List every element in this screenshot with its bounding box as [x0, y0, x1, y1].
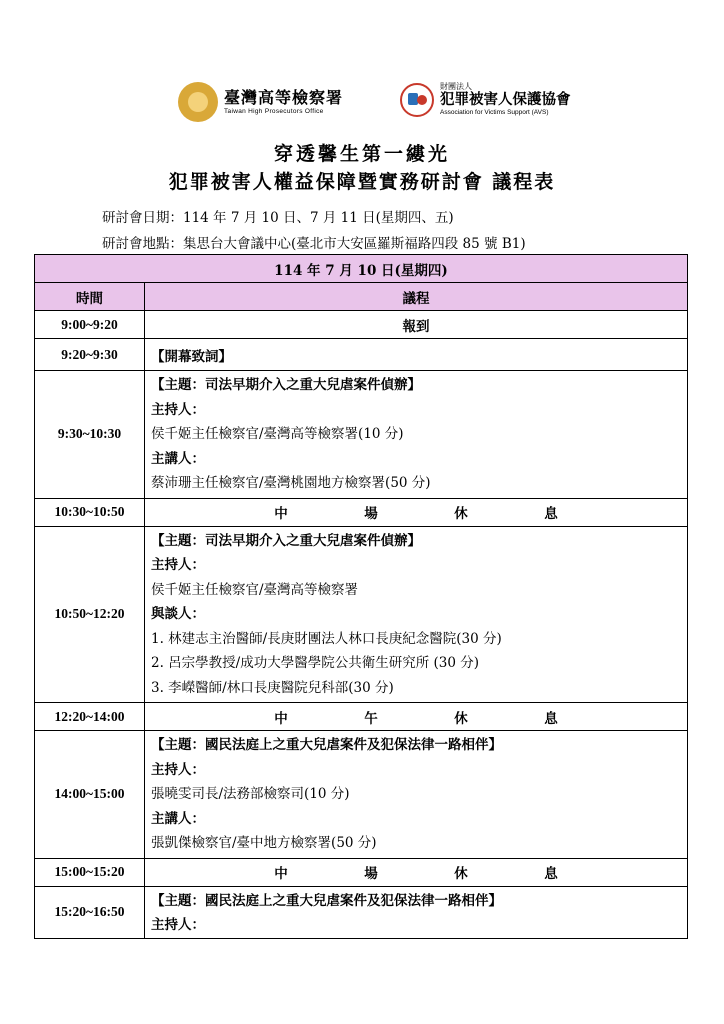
agenda-row: [35, 858, 688, 886]
moderator-name: 侯千姬主任檢察官/臺灣高等檢察署(10 分): [151, 426, 404, 442]
break-char: 午: [364, 710, 378, 727]
session-topic: 【主題：國民法庭上之重大兒虐案件及犯保法律一路相伴】: [151, 737, 502, 753]
moderator-name: 張曉雯司長/法務部檢察司(10 分): [151, 786, 350, 802]
row-agenda: [145, 526, 688, 703]
col-header-agenda: 議程: [145, 283, 688, 311]
moderator-label: 主持人：: [151, 761, 205, 778]
avs-emblem-icon: [400, 83, 434, 117]
row-agenda-break: [145, 703, 688, 731]
logo-right-prefix: 財團法人: [440, 82, 472, 91]
row-time: 12:20~14:00: [35, 703, 145, 731]
row-agenda: 報到: [145, 311, 688, 339]
session-topic: 【主題：國民法庭上之重大兒虐案件及犯保法律一路相伴】: [151, 892, 502, 909]
agenda-row: [35, 311, 688, 339]
row-time: 9:00~9:20: [35, 311, 145, 339]
break-char: 中: [274, 506, 288, 522]
agenda-row: [35, 731, 688, 859]
speaker-name: 張凱傑檢察官/臺中地方檢察署(50 分): [151, 835, 377, 851]
row-agenda: [145, 371, 688, 499]
break-char: 場: [364, 866, 378, 882]
agenda-row: [35, 498, 688, 526]
panelist-label: 與談人：: [151, 606, 205, 622]
break-char: 中: [274, 866, 288, 882]
break-char: 休: [454, 710, 468, 727]
seminar-venue: 研討會地點：集思台大會議中心(臺北市大安區羅斯福路四段 85 號 B1): [102, 236, 526, 252]
agenda-row: [35, 526, 688, 703]
row-agenda: [145, 731, 688, 859]
date-header-row: [35, 255, 688, 283]
agenda-row: [35, 703, 688, 731]
column-header-row: [35, 283, 688, 311]
row-time: 15:20~16:50: [35, 886, 145, 938]
moderator-label: 主持人：: [151, 557, 205, 573]
moderator-label: 主持人：: [151, 401, 205, 418]
logo-right-name-cn: 犯罪被害人保護協會: [440, 92, 571, 108]
row-time: 14:00~15:00: [35, 731, 145, 859]
logo-left-name-en: Taiwan High Prosecutors Office: [224, 107, 324, 115]
row-time: 9:20~9:30: [35, 339, 145, 371]
logo-left-name-cn: 臺灣高等檢察署: [224, 87, 344, 107]
col-header-time: 時間: [35, 283, 145, 311]
break-char: 休: [454, 506, 468, 522]
row-time: 15:00~15:20: [35, 858, 145, 886]
break-char: 息: [544, 506, 558, 522]
row-time: 10:30~10:50: [35, 498, 145, 526]
high-prosecutors-office-logo: [178, 82, 343, 122]
logo-right-name-en: Association for Victims Support (AVS): [440, 109, 549, 116]
row-agenda: 【開幕致詞】: [145, 339, 688, 371]
agenda-row: [35, 339, 688, 371]
row-agenda-break: [145, 498, 688, 526]
break-char: 場: [364, 506, 378, 522]
agenda-row: [35, 371, 688, 499]
agenda-row: [35, 886, 688, 938]
page-title-line1: 穿透馨生第一縷光: [273, 143, 450, 165]
session-topic: 【主題：司法早期介入之重大兒虐案件偵辦】: [151, 377, 421, 393]
speaker-label: 主講人：: [151, 450, 205, 467]
prosecutors-emblem-icon: [178, 82, 218, 122]
row-agenda-break: [145, 858, 688, 886]
moderator-name: 侯千姬主任檢察官/臺灣高等檢察署: [151, 581, 359, 598]
row-agenda: [145, 886, 688, 938]
row-time: 9:30~10:30: [35, 371, 145, 499]
seminar-date: 研討會日期：114 年 7 月 10 日、7 月 11 日(星期四、五): [102, 210, 454, 226]
panelist-name: 2. 呂宗學教授/成功大學醫學院公共衛生研究所 (30 分): [151, 655, 480, 671]
page-title-line2: 犯罪被害人權益保障暨實務研討會 議程表: [168, 171, 556, 193]
logo-bar: [0, 82, 724, 126]
session-topic: 【主題：司法早期介入之重大兒虐案件偵辦】: [151, 532, 421, 549]
date-header: 114 年 7 月 10 日(星期四): [35, 255, 688, 283]
agenda-table: [34, 254, 688, 939]
speaker-name: 蔡沛珊主任檢察官/臺灣桃園地方檢察署(50 分): [151, 475, 431, 491]
row-time: 10:50~12:20: [35, 526, 145, 703]
moderator-label: 主持人：: [151, 917, 205, 933]
speaker-label: 主講人：: [151, 810, 205, 827]
panelist-name: 1. 林建志主治醫師/長庚財團法人林口長庚紀念醫院(30 分): [151, 630, 502, 647]
break-char: 中: [274, 710, 288, 727]
break-char: 息: [544, 866, 558, 882]
avs-logo: [400, 82, 571, 117]
panelist-name: 3. 李嶸醫師/林口長庚醫院兒科部(30 分): [151, 679, 394, 696]
break-char: 休: [454, 866, 468, 882]
break-char: 息: [544, 710, 558, 727]
